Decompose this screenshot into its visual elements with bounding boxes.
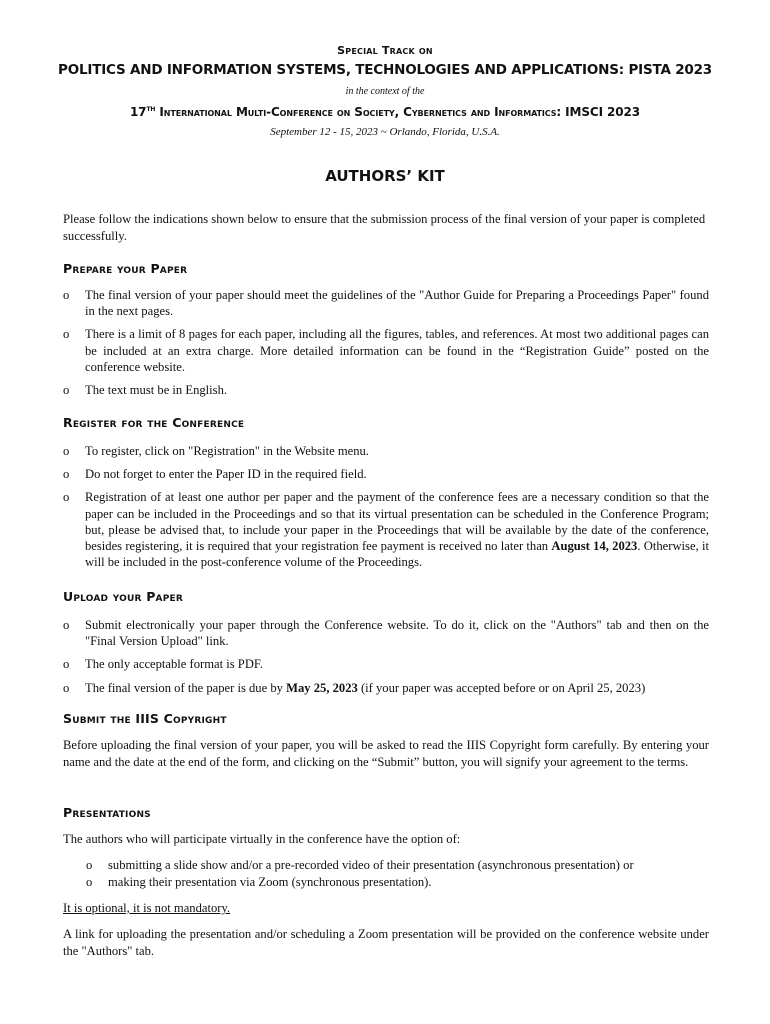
- list-item: o To register, click on "Registration" in the Website menu.: [63, 443, 709, 459]
- list-item: o The text must be in English.: [63, 382, 709, 398]
- final-version-deadline: May 25, 2023: [286, 680, 358, 695]
- section-heading-register: Register for the Conference: [63, 415, 245, 430]
- register-list: [63, 443, 709, 577]
- track-title: POLITICS AND INFORMATION SYSTEMS, TECHNOLOGIES AND APPLICATIONS: PISTA 2023: [58, 62, 712, 78]
- conference-title: [0, 104, 770, 119]
- list-item-text: Registration of at least one author per paper and the payment of the conference fees are a necessary condition so that the paper can be included in the Proceedings and so that its virtual presentation can be scheduled in the Conference Program; but, please be advised that, to include your paper in the Proceedings that will be available by the date of the conference, besides registering, it is required that your registration fee payment is received no later than: [85, 490, 709, 554]
- conference-ordinal: 17: [129, 105, 147, 119]
- context-line: in the context of the: [345, 86, 425, 97]
- conference-ordinal-suffix: th: [146, 104, 156, 113]
- list-item: o The final version of your paper should meet the guidelines of the "Author Guide for Preparing a Proceedings Paper" found in the next pages.: [63, 287, 709, 319]
- presentations-intro: The authors who will participate virtually in the conference have the option of:: [63, 832, 461, 846]
- list-item: [63, 680, 709, 696]
- list-item: [63, 489, 709, 570]
- presentation-link-note: A link for uploading the presentation and/or scheduling a Zoom presentation will be provided on the conference website under the "Authors" tab.: [63, 927, 709, 958]
- copyright-paragraph: Before uploading the final version of your paper, you will be asked to read the IIIS Copyright form carefully. By entering your name and the date at the end of the form, and clicking on the “Submit” button, you will signify your agreement to the terms.: [63, 738, 709, 769]
- conference-date-location: September 12 - 15, 2023 ~ Orlando, Florida, U.S.A.: [270, 126, 500, 138]
- list-item: o Do not forget to enter the Paper ID in the required field.: [63, 466, 709, 482]
- section-heading-upload: Upload your Paper: [63, 589, 183, 604]
- list-item-text: . Otherwise, it will be included in the post-conference volume of the Proceedings.: [85, 539, 709, 570]
- section-heading-prepare: Prepare your Paper: [63, 261, 188, 276]
- prepare-list: [63, 287, 709, 405]
- section-heading-presentations: Presentations: [63, 805, 151, 820]
- intro-paragraph: Please follow the indications shown below to ensure that the submission process of the final version of your paper is completed successfully.: [63, 212, 706, 243]
- optional-note: It is optional, it is not mandatory.: [63, 901, 231, 915]
- section-heading-copyright: Submit the IIIS Copyright: [63, 711, 227, 726]
- list-item: o There is a limit of 8 pages for each paper, including all the figures, tables, and references. At most two additional pages can be included at an extra charge. More detailed information can be found in the “Registration Guide” posted on the conference website.: [63, 326, 709, 375]
- payment-deadline: August 14, 2023: [551, 539, 638, 554]
- list-item-text: The final version of the paper is due by: [85, 680, 287, 695]
- list-item-text: (if your paper was accepted before or on April 25, 2023): [357, 680, 646, 695]
- presentation-options-list: [86, 857, 706, 890]
- page-title: AUTHORS’ KIT: [325, 167, 445, 185]
- upload-list: [63, 617, 709, 703]
- list-item: o submitting a slide show and/or a pre-recorded video of their presentation (asynchronous presentation) or: [86, 857, 706, 874]
- list-item: o Submit electronically your paper through the Conference website. To do it, click on the "Authors" tab and then on the "Final Version Upload" link.: [63, 617, 709, 649]
- list-item: o making their presentation via Zoom (synchronous presentation).: [86, 874, 706, 891]
- special-track-label: Special Track on: [337, 44, 433, 57]
- conference-name: International Multi-Conference on Society, Cybernetics and Informatics: IMSCI 2023: [155, 105, 641, 119]
- list-item: o The only acceptable format is PDF.: [63, 656, 709, 672]
